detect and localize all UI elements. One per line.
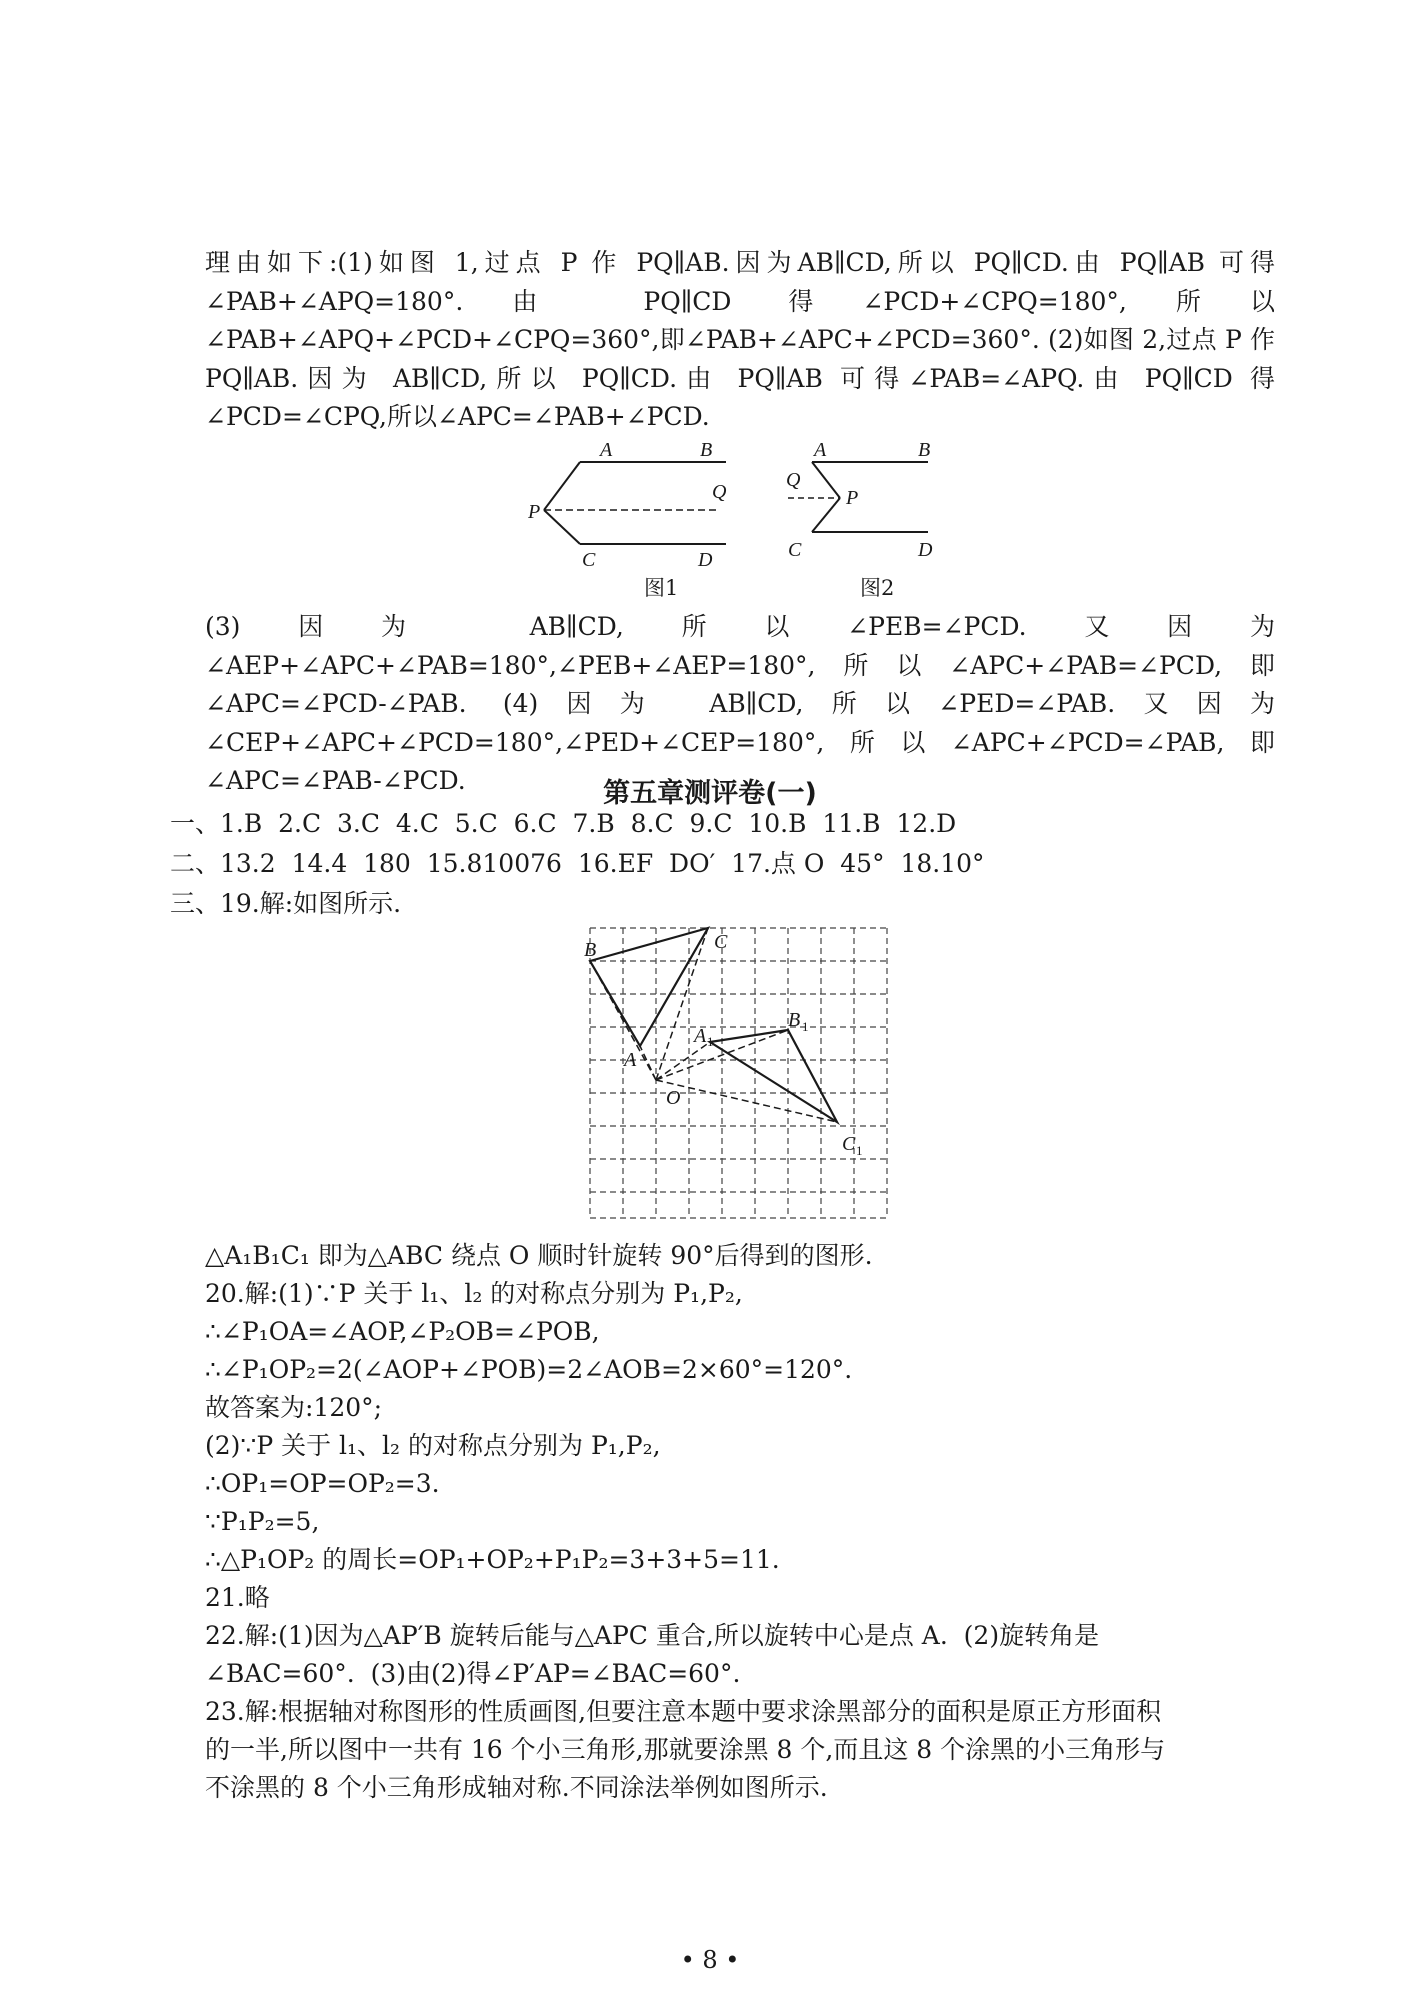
text-line-7: ∴OP₁=OP=OP₂=3. xyxy=(205,1469,440,1498)
label-b1: B xyxy=(788,1009,801,1031)
label-a: A xyxy=(600,440,613,461)
label-b: B xyxy=(918,440,931,461)
figure-1-caption: 图1 xyxy=(644,576,679,600)
text-line-11: 22.解:(1)因为△AP′B 旋转后能与△APC 重合,所以旋转中心是点 A. (2)旋转角是 xyxy=(205,1621,1100,1650)
label-p: P xyxy=(846,487,859,509)
label-d: D xyxy=(918,539,933,561)
rotation-grid-figure xyxy=(580,918,900,1228)
text-line-8: ∵P₁P₂=5, xyxy=(205,1507,320,1536)
text-line-10: 21.略 xyxy=(205,1583,270,1612)
label-b1-subscript: 1 xyxy=(802,1019,809,1034)
figure-1-diagram xyxy=(528,440,748,570)
label-a1-subscript: 1 xyxy=(707,1034,714,1049)
label-q: Q xyxy=(712,481,727,503)
text-line-9: ∴△P₁OP₂ 的周长=OP₁+OP₂+P₁P₂=3+3+5=11. xyxy=(205,1545,780,1574)
label-c1: C xyxy=(842,1133,856,1155)
label-a1: A xyxy=(694,1025,707,1047)
answers-fill-blank: 二、13.2 14.4 180 15.810076 16.EF DO′ 17.点 O 45° 18.10° xyxy=(170,849,985,878)
chapter-title: 第五章测评卷(一) xyxy=(603,778,817,809)
text-line-6: (2)∵P 关于 l₁、l₂ 的对称点分别为 P₁,P₂, xyxy=(205,1431,661,1460)
label-c: C xyxy=(788,539,802,561)
text-line-1: △A₁B₁C₁ 即为△ABC 绕点 O 顺时针旋转 90°后得到的图形. xyxy=(205,1241,873,1270)
text-line-3: ∴∠P₁OA=∠AOP,∠P₂OB=∠POB, xyxy=(205,1317,600,1346)
text-line-12: ∠BAC=60°. (3)由(2)得∠P′AP=∠BAC=60°. xyxy=(205,1659,741,1688)
label-a: A xyxy=(624,1049,637,1071)
label-p: P xyxy=(528,501,541,523)
answers-multiple-choice: 一、1.B 2.C 3.C 4.C 5.C 6.C 7.B 8.C 9.C 10.B 11.B 12.D xyxy=(170,809,957,838)
text-line-13: 23.解:根据轴对称图形的性质画图,但要注意本题中要求涂黑部分的面积是原正方形面积 xyxy=(205,1697,1162,1726)
text-line-2: 20.解:(1)∵P 关于 l₁、l₂ 的对称点分别为 P₁,P₂, xyxy=(205,1279,743,1308)
label-b: B xyxy=(700,440,713,461)
label-c: C xyxy=(582,549,596,570)
text-line-5: 故答案为:120°; xyxy=(205,1393,383,1422)
figure-2-diagram xyxy=(778,440,958,570)
label-c1-subscript: 1 xyxy=(856,1143,863,1158)
text-line-15: 不涂黑的 8 个小三角形成轴对称.不同涂法举例如图所示. xyxy=(205,1773,828,1802)
solution-paragraph-1: 理由如下:(1)如图 1,过点 P 作 PQ∥AB.因为AB∥CD,所以 PQ∥CD.由 PQ∥AB 可得∠PAB+∠APQ=180°.由 PQ∥CD 得∠PCD+∠CPQ=180°,所以∠PAB+∠APQ+∠PCD+∠CPQ=360°,即∠PAB+∠APC+∠PCD=360°. (2)如图 2,过点 P 作 PQ∥AB.因为 AB∥CD,所以 PQ∥CD.由 PQ∥AB 可得∠PAB=∠APQ.由 PQ∥CD 得∠PCD=∠CPQ,所以∠APC=∠PAB+∠PCD. xyxy=(205,248,1275,431)
label-a: A xyxy=(814,440,827,461)
text-line-14: 的一半,所以图中一共有 16 个小三角形,那就要涂黑 8 个,而且这 8 个涂黑的小三角形与 xyxy=(205,1735,1166,1764)
text-line-4: ∴∠P₁OP₂=2(∠AOP+∠POB)=2∠AOB=2×60°=120°. xyxy=(205,1355,853,1384)
label-o: O xyxy=(666,1087,681,1109)
figure-2-caption: 图2 xyxy=(860,576,895,600)
label-c: C xyxy=(714,931,728,953)
solution-paragraph-2: (3)因为 AB∥CD,所以∠PEB=∠PCD.又因为∠AEP+∠APC+∠PAB=180°,∠PEB+∠AEP=180°,所以∠APC+∠PAB=∠PCD,即∠APC=∠PCD-∠PAB. (4)因为 AB∥CD,所以∠PED=∠PAB.又因为∠CEP+∠APC+∠PCD=180°,∠PED+∠CEP=180°,所以∠APC+∠PCD=∠PAB,即∠APC=∠PAB-∠PCD. xyxy=(205,612,1275,795)
answers-problem-19: 三、19.解:如图所示. xyxy=(170,889,402,918)
label-b: B xyxy=(584,939,597,961)
page-number: • 8 • xyxy=(680,1946,740,1974)
label-d: D xyxy=(698,549,713,570)
label-q: Q xyxy=(786,469,801,491)
